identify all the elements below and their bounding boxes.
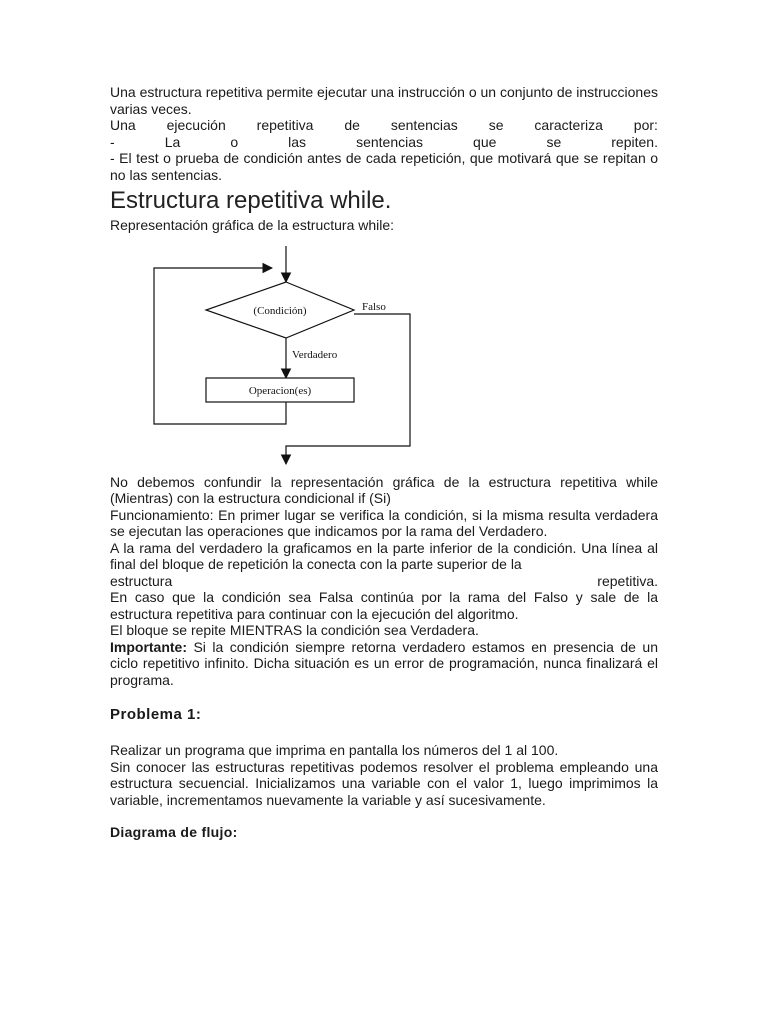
while-flowchart	[110, 236, 658, 474]
body-paragraph-3b-word: estructura	[110, 572, 173, 589]
body-paragraph-3a: A la rama del verdadero la graficamos en la parte inferior de la condición. Una línea al final del bloque de repetición la conecta con la parte superior de la	[110, 539, 658, 572]
intro-line-4: - El test o prueba de condición antes de cada repetición, que motivará que se repitan o no las sentencias.	[110, 150, 658, 183]
intro-line-1: Una estructura repetitiva permite ejecutar una instrucción o un conjunto de instrucciones varias veces.	[110, 84, 658, 117]
intro-line-3-word: se	[546, 133, 562, 150]
operation-label: Operacion(es)	[248, 384, 312, 397]
intro-line-3-word: repiten.	[611, 133, 658, 150]
problem-title: Problema 1:	[110, 706, 202, 723]
intro-line-2-word: de	[344, 117, 360, 133]
problem-paragraph-2: Sin conocer las estructuras repetitivas podemos resolver el problema empleando una estructura secuencial. Inicializamos una variable con el valor 1, luego imprimimos la variable, incrementamos nuevamente la variable y así sucesivamente.	[110, 758, 658, 808]
condition-label: (Condición)	[253, 304, 307, 317]
intro-line-3-word: -	[110, 133, 115, 150]
intro-line-2-word: ejecución	[166, 117, 226, 133]
body-paragraph-3b-word: repetitiva.	[597, 572, 658, 589]
intro-line-3-word: las	[288, 133, 307, 150]
intro-line-3	[110, 134, 658, 151]
intro-line-2-word: repetitiva	[256, 117, 314, 133]
true-label: Verdadero	[292, 348, 338, 361]
intro-line-2-word: caracteriza	[534, 117, 603, 133]
diagram-caption: Representación gráfica de la estructura while:	[110, 217, 395, 233]
body-paragraph-2: Funcionamiento: En primer lugar se verifica la condición, si la misma resulta verdadera se ejecutan las operaciones que indicamos por la rama del Verdadero.	[110, 506, 658, 539]
intro-line-2-word: se	[488, 117, 504, 133]
document-page	[110, 84, 658, 840]
body-paragraph-4: En caso que la condición sea Falsa continúa por la rama del Falso y sale de la estructura repetitiva para continuar con la ejecución del algoritmo.	[110, 589, 658, 622]
intro-line-2	[110, 117, 658, 134]
intro-line-2-word: por:	[633, 117, 658, 133]
flowchart-label: Diagrama de flujo:	[110, 824, 238, 840]
while-flowchart-svg	[150, 236, 480, 474]
intro-line-3-word: sentencias	[356, 133, 424, 150]
intro-line-3-word: o	[230, 133, 239, 150]
body-paragraph-1: No debemos confundir la representación gráfica de la estructura repetitiva while (Mientras) con la estructura condicional if (Si)	[110, 473, 658, 506]
body-paragraph-3b	[110, 573, 658, 590]
intro-line-2-word: sentencias	[390, 117, 458, 133]
section-title: Estructura repetitiva while.	[110, 187, 392, 214]
false-label: Falso	[362, 300, 386, 313]
body-paragraph-5: El bloque se repite MIENTRAS la condición sea Verdadera.	[110, 622, 479, 638]
intro-line-3-word: que	[473, 133, 497, 150]
problem-paragraph-1: Realizar un programa que imprima en pantalla los números del 1 al 100.	[110, 742, 559, 758]
important-label: Importante:	[110, 638, 187, 655]
important-note	[110, 639, 658, 689]
important-text: Si la condición siempre retorna verdadero estamos en presencia de un ciclo repetitivo infinito. Dicha situación es un error de programación, nunca finalizará el programa.	[110, 638, 658, 688]
intro-line-2-word: Una	[110, 117, 136, 133]
intro-line-3-word: La	[164, 133, 181, 150]
